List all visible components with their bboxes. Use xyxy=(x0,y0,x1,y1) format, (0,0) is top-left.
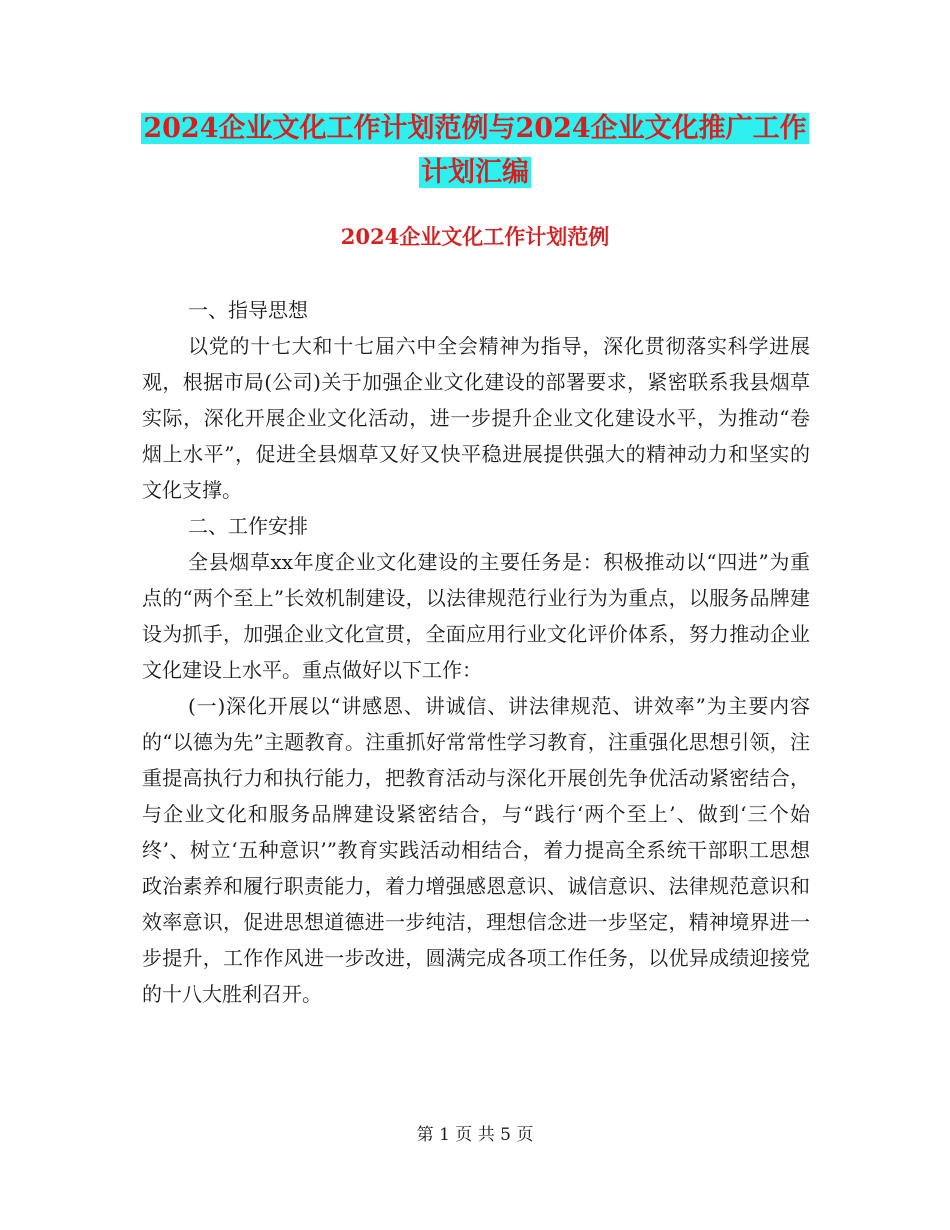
paragraph-item-1: (一)深化开展以“讲感恩、讲诚信、讲法律规范、讲效率”为主要内容的“以德为先”主题教育。注重抓好常常性学习教育，注重强化思想引领，注重提高执行力和执行能力，把教育活动与深化开展创先争优活动紧密结合，与企业文化和服务品牌建设紧密结合，与“践行‘两个至上’、做到‘三个始终’、树立‘五种意识’”教育实践活动相结合，着力提高全系统干部职工思想政治素养和履行职责能力，着力增强感恩意识、诚信意识、法律规范意识和效率意识，促进思想道德进一步纯洁，理想信念进一步坚定，精神境界进一步提升，工作作风进一步改进，圆满完成各项工作任务，以优异成绩迎接党的十八大胜利召开。 xyxy=(142,694,810,1006)
highlighted-title-text: 计划汇编 xyxy=(421,157,529,188)
highlighted-title-text: 2024企业文化工作计划范例与2024企业文化推广工作 xyxy=(143,113,807,144)
document-title-line-1 xyxy=(0,109,950,149)
document-title-line-2 xyxy=(0,153,950,193)
heading-work-arrangement: 二、工作安排 xyxy=(188,514,308,538)
paragraph-guiding-thought: 以党的十七大和十七届六中全会精神为指导，深化贯彻落实科学进展观，根据市局(公司)关于加强企业文化建设的部署要求，紧密联系我县烟草实际，深化开展企业文化活动，进一步提升企业文化建设水平，为推动“卷烟上水平”，促进全县烟草又好又快平稳进展提供强大的精神动力和坚实的文化支撑。 xyxy=(142,334,810,502)
page-footer: 第 1 页 共 5 页 xyxy=(416,1125,534,1145)
section-title: 2024企业文化工作计划范例 xyxy=(340,224,610,249)
paragraph-main-tasks: 全县烟草xx年度企业文化建设的主要任务是：积极推动以“四进”为重点的“两个至上”长效机制建设，以法律规范行业行为为重点，以服务品牌建设为抓手，加强企业文化宣贯，全面应用行业文化评价体系，努力推动企业文化建设上水平。重点做好以下工作： xyxy=(142,550,810,682)
document-body xyxy=(142,292,810,1012)
heading-guiding-thought: 一、指导思想 xyxy=(188,298,308,322)
